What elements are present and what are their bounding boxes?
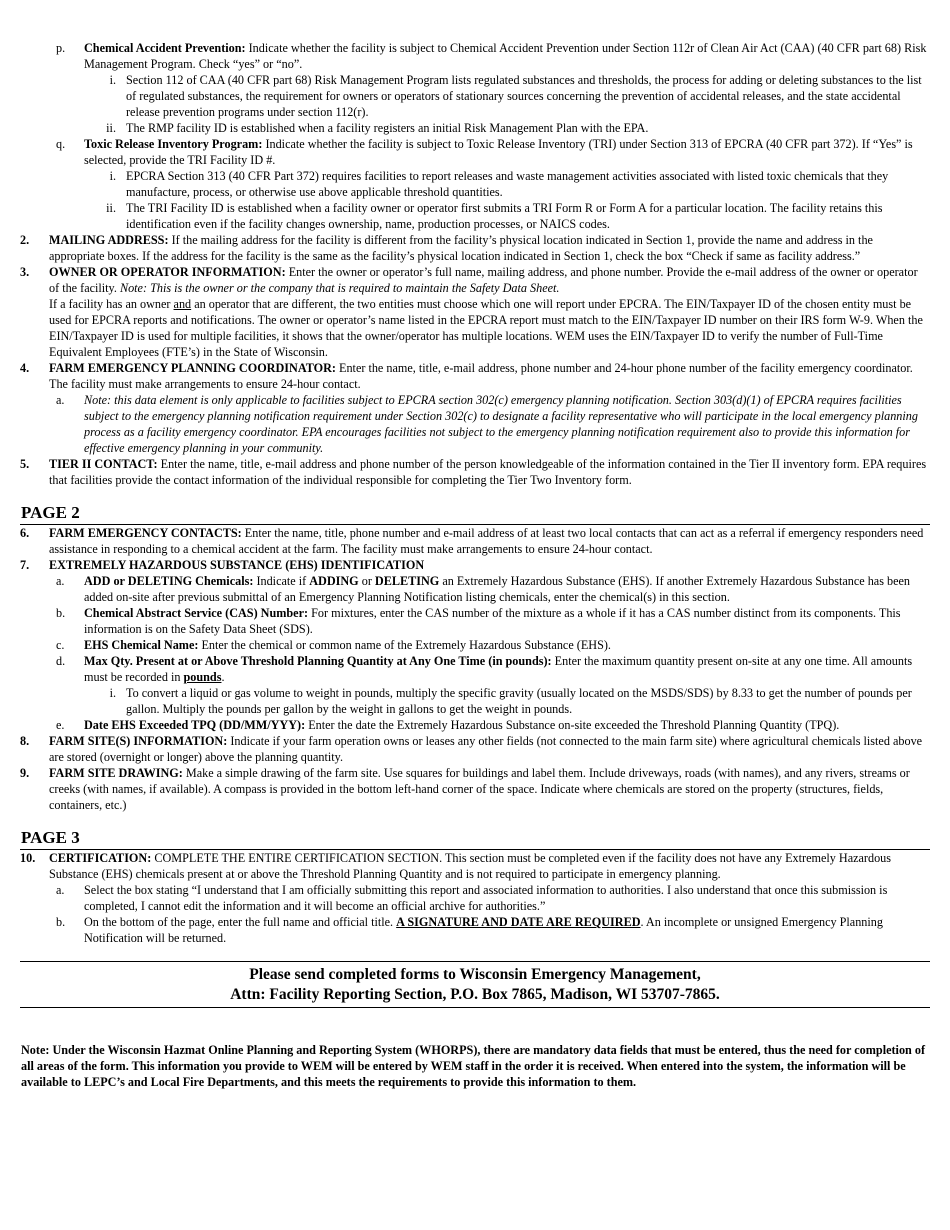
ein-paragraph — [49, 296, 930, 360]
item-text: Indicate whether the facility is subject to Toxic Release Inventory (TRI) under Section 313 of EPCRA (40 CFR part 372). If “Yes” is selected, provide the TRI Facility ID #. — [84, 137, 913, 167]
instruction-7-ehs-identification — [20, 557, 930, 573]
instruction-4-a — [20, 392, 930, 456]
item-text: For mixtures, enter the CAS number of the mixture as a whole if it has a CAS number distinct from its components. This information is on the Safety Data Sheet (SDS). — [84, 606, 901, 636]
item-number: a. — [56, 393, 65, 407]
item-text: Note: this data element is only applicable to facilities subject to EPCRA section 302(c) emergency planning notification. Section 303(d)(1) of EPCRA requires facilities subject to the emergency planning notification requirement under Section 302(c) to designate a facility representative who will participate in the local emergency planning process as a facility emergency coordinator. EPA encourages facilities not subject to the emergency planning notification requirement also to provide this information for effective emergency planning in your community. — [84, 393, 918, 455]
item-label: FARM EMERGENCY CONTACTS: — [49, 526, 242, 540]
item-number: e. — [56, 718, 65, 732]
deleting-keyword: DELETING — [374, 574, 440, 588]
item-text: . — [221, 670, 225, 684]
item-number: c. — [56, 638, 65, 652]
item-text: To convert a liquid or gas volume to weight in pounds, multiply the specific gravity (usually located on the MSDS/SDS) by 8.33 to get the number of pounds per gallon. Multiply the pounds per gallon by the weight in gallons to get the weight in pounds. — [126, 686, 912, 716]
instruction-10-a — [20, 882, 930, 914]
item-number: 6. — [20, 526, 30, 540]
instruction-6-emergency-contacts — [20, 525, 930, 557]
instruction-5-tier-ii-contact — [20, 456, 930, 488]
item-text: Enter the owner or operator’s full name, mailing address, and phone number. Provide the e-mail address of the owner or operator of the facility. — [49, 265, 918, 295]
item-label: ADD or DELETING Chemicals: — [84, 574, 254, 588]
paragraph-text: If a facility has an owner — [49, 297, 174, 311]
underlined-and: and — [173, 297, 192, 311]
instruction-7-a — [20, 573, 930, 605]
signature-required-emphasis: A SIGNATURE AND DATE ARE REQUIRED — [396, 915, 641, 929]
item-label: MAILING ADDRESS: — [49, 233, 169, 247]
instruction-7-e — [20, 717, 930, 733]
item-label: Chemical Abstract Service (CAS) Number: — [84, 606, 309, 620]
item-label: Chemical Accident Prevention: — [84, 41, 246, 55]
item-text: or — [358, 574, 375, 588]
instruction-2-mailing-address — [20, 232, 930, 264]
instruction-p — [20, 40, 930, 72]
item-number: b. — [56, 606, 66, 620]
instruction-3-owner-operator — [20, 264, 930, 360]
instruction-q-ii — [20, 200, 930, 232]
whorps-note: Note: Under the Wisconsin Hazmat Online Planning and Reporting System (WHORPS), there are mandatory data fields that must be entered, thus the need for completion of all areas of the form. This information you provide to WEM will be entered by WEM staff in the order it is received. When entered into the system, the information will be available to LEPC’s and Local Fire Departments, and this meets the requirements to provide this information to them. — [21, 1043, 926, 1089]
item-text: Indicate if — [253, 574, 310, 588]
paragraph-text: an operator that are different, the two entities must choose which one will report under EPCRA. The EIN/Taxpayer ID of the chosen entity must be used for EPCRA reports and notifications. The owner or operator’s name listed in the EPCRA report must match to the EIN/Taxpayer ID number on their IRS form W-9. When the EIN/Taxpayer ID is used for multiple facilities, it shows that the owner/operator has multiple locations. WEM uses the EIN/Taxpayer ID to verify the number of Full-Time Equivalent Employees (FTE’s) in the State of Wisconsin. — [49, 297, 923, 359]
item-text: Section 112 of CAA (40 CFR part 68) Risk Management Program lists regulated substances and thresholds, the process for adding or deleting substances to the list of regulated substances, the requirement for owners or operators of stationary sources concerning the prevention of accidental releases, and the state accidental release prevention programs under section 112(r). — [126, 73, 922, 119]
item-number: ii. — [106, 201, 116, 215]
adding-keyword: ADDING — [309, 574, 359, 588]
item-text: Select the box stating “I understand that I am officially submitting this report and associated information to authorities. I also understand that once this submission is completed, I cannot edit the information and it will become an official archive for authorities.” — [84, 883, 888, 913]
item-number: q. — [56, 137, 66, 151]
item-label: EXTREMELY HAZARDOUS SUBSTANCE (EHS) IDENTIFICATION — [49, 558, 425, 572]
item-number: a. — [56, 574, 65, 588]
instruction-4-emergency-coordinator — [20, 360, 930, 392]
item-label: TIER II CONTACT: — [49, 457, 158, 471]
item-text: COMPLETE THE ENTIRE CERTIFICATION SECTION. This section must be completed even if the facility does not have any Extremely Hazardous Substance (EHS) chemicals present at or above the Threshold Planning Quantity and is not required to participate in emergency planning. — [49, 851, 892, 881]
page-3-heading: PAGE 3 — [20, 828, 930, 850]
item-number: i. — [109, 73, 116, 87]
instruction-p-i — [20, 72, 930, 120]
instruction-7-d — [20, 653, 930, 685]
item-text: EPCRA Section 313 (40 CFR Part 372) requires facilities to report releases and waste management activities associated with listed toxic chemicals that they manufacture, process, or otherwise use above applicable threshold quantities. — [126, 169, 889, 199]
mailing-instructions-banner — [20, 961, 930, 1008]
item-number: 3. — [20, 265, 30, 279]
item-number: 8. — [20, 734, 30, 748]
item-number: 4. — [20, 361, 30, 375]
item-number: p. — [56, 41, 66, 55]
banner-line-1: Please send completed forms to Wisconsin Emergency Management, — [249, 966, 701, 983]
item-number: i. — [109, 686, 116, 700]
instruction-7-d-i — [20, 685, 930, 717]
instruction-p-ii — [20, 120, 930, 136]
instruction-q-i — [20, 168, 930, 200]
instruction-7-c — [20, 637, 930, 653]
item-number: i. — [109, 169, 116, 183]
item-text: Indicate if your farm operation owns or leases any other fields (not connected to the main farm site) where agricultural chemicals listed above are stored (overnight or longer) above the planning quantity. — [49, 734, 923, 764]
instruction-8-farm-sites — [20, 733, 930, 765]
banner-line-2: Attn: Facility Reporting Section, P.O. Box 7865, Madison, WI 53707-7865. — [230, 986, 720, 1003]
item-label: CERTIFICATION: — [49, 851, 152, 865]
item-text: Indicate whether the facility is subject to Chemical Accident Prevention under Section 112r of Clean Air Act (CAA) (40 CFR part 68) Risk Management Program. Check “yes” or “no”. — [84, 41, 927, 71]
item-number: 9. — [20, 766, 30, 780]
item-text: If the mailing address for the facility is different from the facility’s physical location indicated in Section 1, provide the name and address in the appropriate boxes. If the address for the facility is the same as the facility’s physical location indicated in Section 1, check the box “Check if same as facility address.” — [49, 233, 873, 263]
item-text: Enter the name, title, phone number and e-mail address of at least two local contacts that can act as a referral if emergency responders need assistance in responding to a chemical accident at the farm. The facility must make arrangements to ensure 24-hour contact. — [49, 526, 924, 556]
instruction-10-b — [20, 914, 930, 946]
item-label: OWNER OR OPERATOR INFORMATION: — [49, 265, 286, 279]
item-label: Date EHS Exceeded TPQ (DD/MM/YYY): — [84, 718, 306, 732]
item-label: Toxic Release Inventory Program: — [84, 137, 263, 151]
instruction-7-b — [20, 605, 930, 637]
item-number: d. — [56, 654, 66, 668]
instruction-q — [20, 136, 930, 168]
item-text: Enter the maximum quantity present on-site at any one time. All amounts must be recorded in — [84, 654, 913, 684]
item-text: Enter the name, title, e-mail address, phone number and 24-hour phone number of the facility emergency coordinator. The facility must make arrangements to ensure 24-hour contact. — [49, 361, 913, 391]
item-text: Enter the chemical or common name of the Extremely Hazardous Substance (EHS). — [198, 638, 611, 652]
item-number: b. — [56, 915, 66, 929]
instruction-9-farm-site-drawing — [20, 765, 930, 813]
item-number: 10. — [20, 851, 36, 865]
item-label: FARM SITE(S) INFORMATION: — [49, 734, 228, 748]
item-note: Note: This is the owner or the company that is required to maintain the Safety Data Sheet. — [119, 281, 560, 295]
item-text: Enter the date the Extremely Hazardous Substance on-site exceeded the Threshold Planning Quantity (TPQ). — [305, 718, 840, 732]
item-label: EHS Chemical Name: — [84, 638, 199, 652]
item-label: FARM EMERGENCY PLANNING COORDINATOR: — [49, 361, 336, 375]
item-number: a. — [56, 883, 65, 897]
item-number: ii. — [106, 121, 116, 135]
item-text: The TRI Facility ID is established when a facility owner or operator first submits a TRI Form R or Form A for a particular location. The facility retains this identification even if the facility changes ownership, name, production processes, or NAICS codes. — [126, 201, 883, 231]
item-number: 2. — [20, 233, 30, 247]
item-text: Enter the name, title, e-mail address and phone number of the person knowledgeable of the information contained in the Tier II inventory form. EPA requires that facilities provide the contact information of the individual responsible for completing the Tier Two Inventory form. — [49, 457, 927, 487]
item-text: On the bottom of the page, enter the full name and official title. — [84, 915, 397, 929]
item-text: . An incomplete or unsigned Emergency Planning Notification will be returned. — [84, 915, 883, 945]
item-label: FARM SITE DRAWING: — [49, 766, 183, 780]
item-number: 7. — [20, 558, 30, 572]
pounds-emphasis: pounds — [183, 670, 222, 684]
page-2-heading: PAGE 2 — [20, 503, 930, 525]
item-number: 5. — [20, 457, 30, 471]
item-text: The RMP facility ID is established when a facility registers an initial Risk Management Plan with the EPA. — [126, 121, 649, 135]
item-text: an Extremely Hazardous Substance (EHS). If another Extremely Hazardous Substance has been added on-site after previous submittal of an Emergency Planning Notification listing chemicals, enter the chemical(s) in this section. — [84, 574, 911, 604]
item-label: Max Qty. Present at or Above Threshold Planning Quantity at Any One Time (in pounds): — [84, 654, 552, 668]
item-text: Make a simple drawing of the farm site. Use squares for buildings and label them. Include driveways, roads (with names), and any rivers, streams or creeks (with names, if available). A compass is provided in the bottom left-hand corner of the space. Indicate where chemicals are stored on the property (structures, fields, containers, etc.) — [49, 766, 910, 812]
instruction-10-certification — [20, 850, 930, 882]
